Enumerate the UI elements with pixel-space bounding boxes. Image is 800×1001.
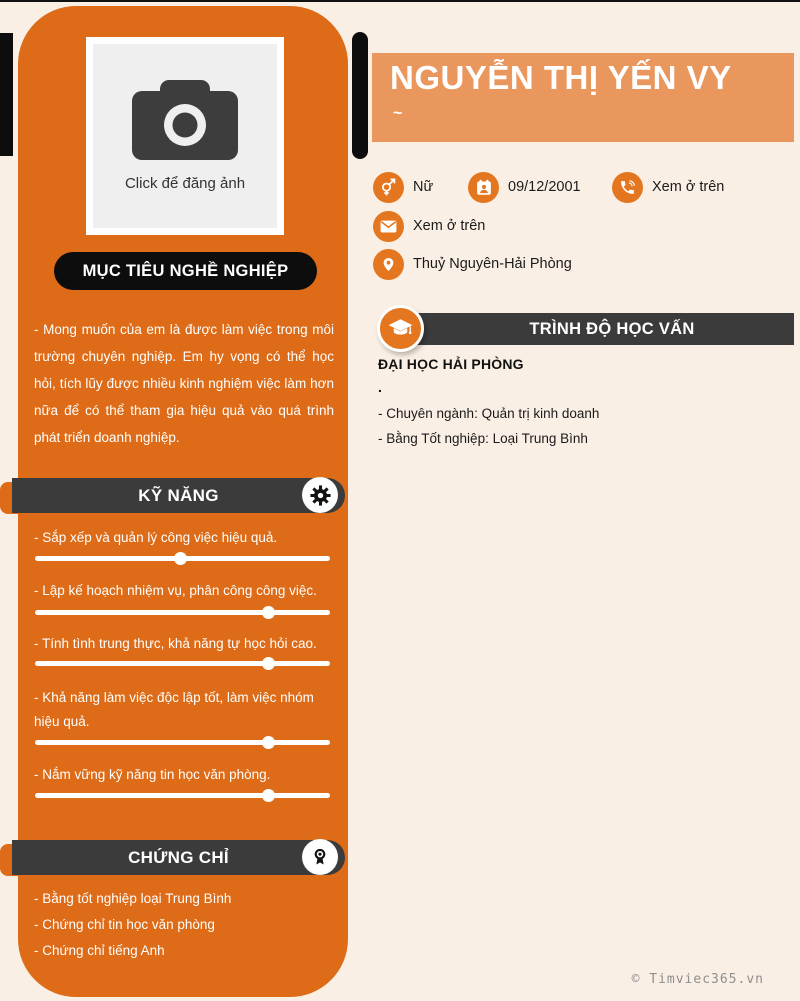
certificate-item: - Chứng chỉ tin học văn phòng (34, 917, 215, 932)
skills-section-title: KỸ NĂNG (12, 478, 345, 513)
certificates-list (34, 886, 336, 964)
skill-label: - Sắp xếp và quản lý công việc hiệu quả. (34, 530, 278, 545)
decor-right-bar (352, 32, 368, 159)
skill-slider[interactable] (35, 552, 330, 565)
calendar-icon (468, 172, 499, 203)
slider-thumb[interactable] (262, 657, 275, 670)
gear-icon (302, 477, 338, 513)
skill-slider[interactable] (35, 606, 330, 619)
name-header (372, 53, 794, 142)
photo-upload-label: Click để đăng ảnh (124, 175, 246, 192)
education-detail: - Bằng Tốt nghiệp: Loại Trung Bình (378, 431, 588, 446)
location-pin-icon (373, 249, 404, 280)
skill-label: - Lập kế hoạch nhiệm vụ, phân công công việc. (34, 583, 317, 598)
phone-value: Xem ở trên (652, 179, 725, 195)
watermark: © Timviec365.vn (631, 972, 764, 987)
skill-label: - Tính tình trung thực, khả năng tự học hỏi cao. (34, 636, 317, 651)
slider-thumb[interactable] (262, 736, 275, 749)
slider-track[interactable] (35, 740, 330, 745)
address-value: Thuỷ Nguyên-Hải Phòng (413, 256, 572, 272)
graduation-cap-icon (377, 305, 424, 352)
slider-thumb[interactable] (174, 552, 187, 565)
gender-value: Nữ (413, 179, 434, 195)
certificate-item: - Chứng chỉ tiếng Anh (34, 943, 165, 958)
skill-slider[interactable] (35, 736, 330, 749)
mail-icon (373, 211, 404, 242)
skill-label: - Nắm vững kỹ năng tin học văn phòng. (34, 767, 271, 782)
education-school: ĐẠI HỌC HẢI PHÒNG (378, 356, 524, 372)
slider-thumb[interactable] (262, 789, 275, 802)
birthday-value: 09/12/2001 (508, 179, 581, 195)
skill-slider[interactable] (35, 657, 330, 670)
objective-section-title: MỤC TIÊU NGHỀ NGHIỆP (54, 252, 317, 290)
name-subtitle: ~ (393, 105, 403, 122)
certificate-item: - Bằng tốt nghiệp loại Trung Bình (34, 891, 232, 906)
phone-icon (612, 172, 643, 203)
photo-upload-button[interactable] (86, 37, 284, 235)
education-bullet: . (378, 379, 382, 395)
slider-track[interactable] (35, 793, 330, 798)
gender-icon (373, 172, 404, 203)
slider-track[interactable] (35, 610, 330, 615)
decor-left-bar (0, 33, 13, 156)
skill-label: - Khả năng làm việc độc lập tốt, làm việc nhóm hiệu quả. (34, 690, 314, 729)
email-value: Xem ở trên (413, 218, 486, 234)
skill-slider[interactable] (35, 789, 330, 802)
camera-icon (132, 80, 238, 165)
certificates-section-title: CHỨNG CHỈ (12, 840, 345, 875)
candidate-name: NGUYỄN THỊ YẾN VY (390, 59, 732, 96)
photo-placeholder (93, 44, 277, 228)
medal-icon (302, 839, 338, 875)
objective-text: - Mong muốn của em là được làm việc trong môi trường chuyên nghiệp. Em hy vọng có thể học hỏi, tích lũy được nhiều kinh nghiệm việc làm hơn nữa để có thể tham gia hiệu quả vào quá trình phát triển doanh nghiệp. (34, 322, 334, 445)
slider-thumb[interactable] (262, 606, 275, 619)
slider-track[interactable] (35, 661, 330, 666)
education-section-title: TRÌNH ĐỘ HỌC VẤN (400, 313, 794, 345)
top-border (0, 0, 800, 2)
education-detail: - Chuyên ngành: Quản trị kinh doanh (378, 406, 600, 421)
